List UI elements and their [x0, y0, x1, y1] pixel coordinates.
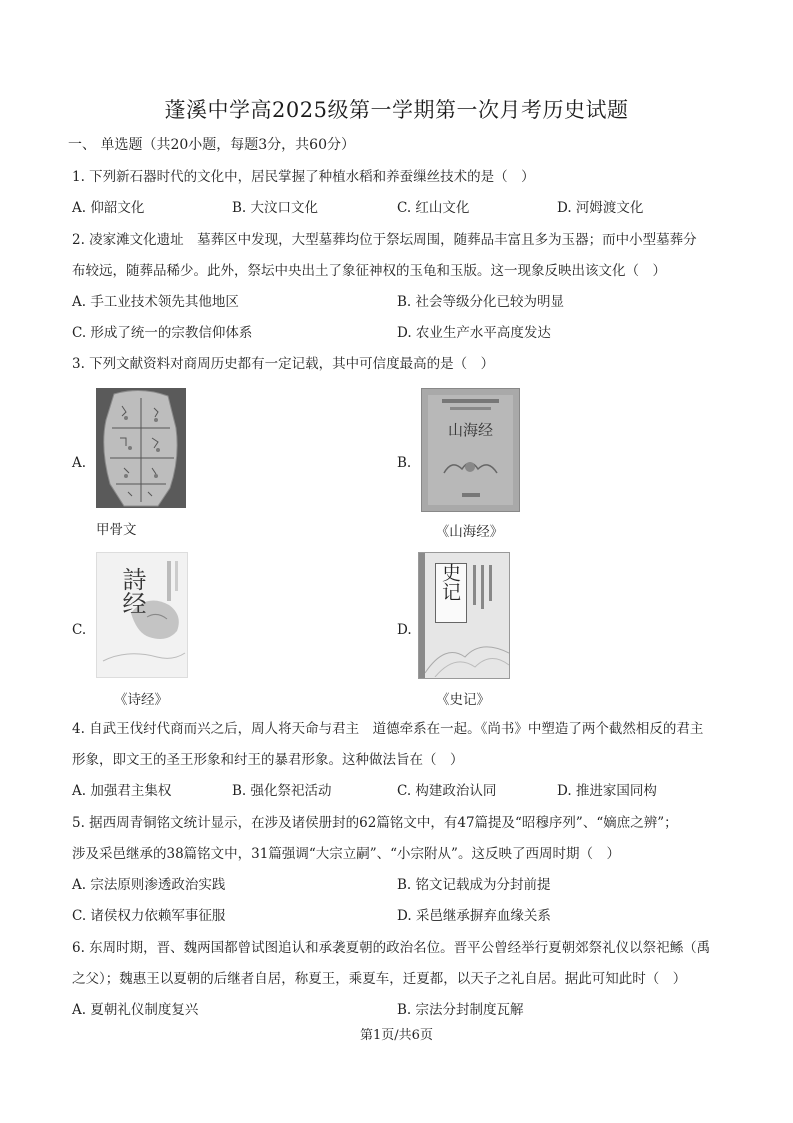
question-6-stem-line-1: 6. 东周时期，晋、魏两国都曾试图追认和承袭夏朝的政治名位。晋平公曾经举行夏朝郊祭礼仪以祭祀鲧（禹 — [72, 940, 711, 956]
question-3-option-a-label: A. — [72, 455, 87, 471]
question-6-option-b: B. 宗法分封制度瓦解 — [397, 1002, 524, 1018]
question-5-option-a: A. 宗法原则渗透政治实践 — [72, 877, 226, 893]
question-1-option-b: B. 大汶口文化 — [232, 200, 319, 216]
question-1-stem: 1. 下列新石器时代的文化中，居民掌握了种植水稻和养蚕缫丝技术的是（ ） — [72, 169, 535, 185]
question-2-stem-line-1: 2. 凌家滩文化遗址 墓葬区中发现，大型墓葬均位于祭坛周围，随葬品丰富且多为玉器；而中小型墓葬分 — [72, 232, 697, 248]
question-4-option-b: B. 强化祭祀活动 — [232, 783, 332, 799]
question-3-option-c-label: C. — [72, 622, 87, 638]
shiji-cover-image — [418, 552, 510, 679]
exam-title: 蓬溪中学高2025级第一学期第一次月考历史试题 — [164, 98, 629, 122]
question-3-stem: 3. 下列文献资料对商周历史都有一定记载，其中可信度最高的是（ ） — [72, 356, 495, 372]
question-4-option-d: D. 推进家国同构 — [557, 783, 657, 799]
question-4-stem-line-1: 4. 自武王伐纣代商而兴之后，周人将天命与君主 道德牵系在一起。《尚书》中塑造了两个截然相反的君主 — [72, 721, 704, 737]
question-2-stem-line-2: 布较远，随葬品稀少。此外，祭坛中央出土了象征神权的玉龟和玉版。这一现象反映出该文化（ ） — [72, 263, 666, 279]
question-3-option-b-caption: 《山海经》 — [435, 524, 504, 540]
question-6-stem-line-2: 之父）；魏惠王以夏朝的后继者自居，称夏王，乘夏车，迁夏都，以天子之礼自居。据此可知此时（ ） — [72, 971, 687, 987]
question-2-option-b: B. 社会等级分化已较为明显 — [397, 294, 565, 310]
shijing-cover-title: 詩经 — [118, 567, 146, 615]
question-1-option-c: C. 红山文化 — [397, 200, 470, 216]
question-3-option-b-label: B. — [397, 455, 412, 471]
question-5-option-b: B. 铭文记载成为分封前提 — [397, 877, 551, 893]
question-4-option-c: C. 构建政治认同 — [397, 783, 497, 799]
question-1-option-a: A. 仰韶文化 — [72, 200, 145, 216]
question-3-option-d-caption: 《史记》 — [436, 692, 490, 708]
question-5-stem-line-2: 涉及采邑继承的38篇铭文中，31篇强调“大宗立嗣”、“小宗附从”。这反映了西周时期（ ） — [72, 846, 620, 862]
question-6-option-a: A. 夏朝礼仪制度复兴 — [72, 1002, 199, 1018]
question-3-option-c-caption: 《诗经》 — [114, 692, 168, 708]
question-2-option-d: D. 农业生产水平高度发达 — [397, 325, 551, 341]
question-5-option-c: C. 诸侯权力依赖军事征服 — [72, 908, 226, 924]
question-3-option-d-label: D. — [397, 622, 412, 638]
section-heading: 一、 单选题（共20小题，每题3分，共60分） — [68, 137, 355, 153]
question-2-option-a: A. 手工业技术领先其他地区 — [72, 294, 239, 310]
question-3-option-a-caption: 甲骨文 — [96, 522, 137, 538]
shanhaijing-cover-title: 山海经 — [447, 421, 493, 439]
shiji-cover-title: 史记 — [439, 563, 461, 601]
question-2-option-c: C. 形成了统一的宗教信仰体系 — [72, 325, 253, 341]
question-4-stem-line-2: 形象，即文王的圣王形象和纣王的暴君形象。这种做法旨在（ ） — [72, 752, 464, 768]
question-4-option-a: A. 加强君主集权 — [72, 783, 172, 799]
shanhaijing-cover-image — [421, 388, 520, 512]
oracle-bone-image — [96, 388, 186, 508]
question-1-option-d: D. 河姆渡文化 — [557, 200, 644, 216]
question-5-stem-line-1: 5. 据西周青铜铭文统计显示，在涉及诸侯册封的62篇铭文中，有47篇提及“昭穆序列”、“嫡庶之辨”； — [72, 815, 678, 831]
page-footer: 第1页/共6页 — [360, 1028, 433, 1043]
question-5-option-d: D. 采邑继承摒弃血缘关系 — [397, 908, 551, 924]
shijing-cover-image — [96, 552, 188, 678]
